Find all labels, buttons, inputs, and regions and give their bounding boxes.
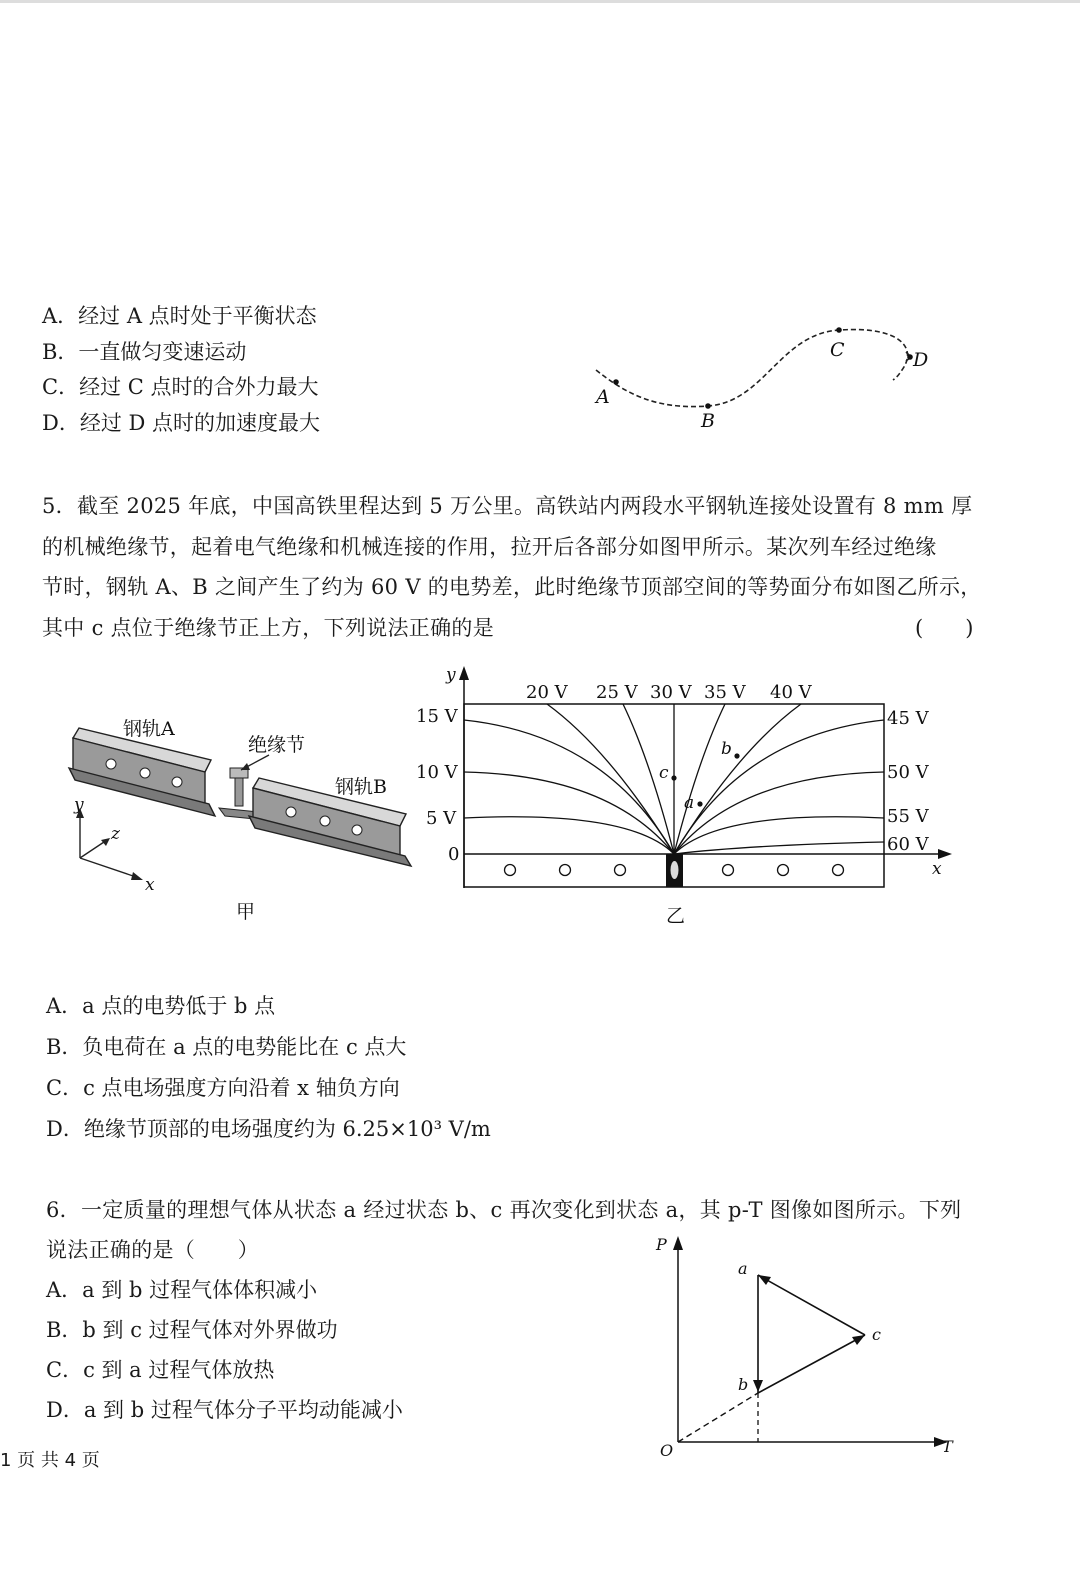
- label-b: B: [701, 410, 715, 432]
- yi-axis-y: y: [446, 665, 456, 685]
- q6-stem-line-2: 说法正确的是（ ）: [46, 1238, 259, 1262]
- p-axis-label: P: [656, 1235, 667, 1254]
- q5-stem-line-2: 的机械绝缘节，起着电气绝缘和机械连接的作用，拉开后各部分如图甲所示。某次列车经过绝缘: [42, 535, 937, 559]
- insulator-label: 绝缘节: [248, 734, 306, 756]
- yi-label-b: b: [721, 739, 732, 759]
- state-b-label: b: [738, 1375, 749, 1394]
- q6-pt-graph: [640, 1230, 970, 1465]
- yi-axis-x: x: [932, 859, 942, 879]
- yi-left-label-5: 5 V: [426, 808, 457, 829]
- yi-label-c: c: [659, 763, 669, 783]
- yi-right-label-50: 50 V: [887, 762, 929, 783]
- yi-caption: 乙: [666, 905, 686, 927]
- q5-option-a: A．a 点的电势低于 b 点: [46, 994, 276, 1018]
- q5-option-d: D．绝缘节顶部的电场强度约为 6.25×10³ V/m: [46, 1117, 491, 1141]
- q4-option-a: A．经过 A 点时处于平衡状态: [42, 304, 317, 328]
- q6-option-b: B．b 到 c 过程气体对外界做功: [46, 1318, 338, 1342]
- jia-axes: [76, 808, 143, 880]
- q4-option-c: C．经过 C 点时的合外力最大: [42, 375, 319, 399]
- q5-option-b: B．负电荷在 a 点的电势能比在 c 点大: [46, 1035, 407, 1059]
- process-b-to-c: [758, 1335, 865, 1393]
- q4-option-d: D．经过 D 点时的加速度最大: [42, 411, 321, 435]
- label-d: D: [913, 349, 929, 371]
- label-a: A: [596, 386, 610, 408]
- q6-option-d: D．a 到 b 过程气体分子平均动能减小: [46, 1398, 403, 1422]
- q5-stem-line-4: 其中 c 点位于绝缘节正上方，下列说法正确的是: [42, 616, 495, 640]
- yi-top-label-30: 30 V: [650, 682, 692, 703]
- yi-point-c: [671, 775, 676, 780]
- yi-top-label-20: 20 V: [526, 682, 568, 703]
- yi-left-label-0: 0: [448, 844, 460, 865]
- point-c-dot: [836, 327, 842, 333]
- yi-right-label-55: 55 V: [887, 806, 929, 827]
- yi-right-label-45: 45 V: [887, 708, 929, 729]
- yi-left-label-15: 15 V: [416, 706, 458, 727]
- q5-stem-line-3: 节时，钢轨 A、B 之间产生了约为 60 V 的电势差，此时绝缘节顶部空间的等势面分布如图乙所示，: [42, 575, 982, 599]
- yi-top-label-25: 25 V: [596, 682, 638, 703]
- yi-top-label-40: 40 V: [770, 682, 812, 703]
- yi-point-b: [734, 753, 739, 758]
- origin-label: O: [660, 1441, 674, 1460]
- yi-point-a: [697, 801, 702, 806]
- trajectory-curve: [596, 330, 908, 407]
- state-a-label: a: [738, 1259, 748, 1278]
- q5-stem-line-1: 5．截至 2025 年底，中国高铁里程达到 5 万公里。高铁站内两段水平钢轨连接处设置有 8 mm 厚: [42, 494, 973, 518]
- point-d-dot: [907, 354, 913, 360]
- q6-option-a: A．a 到 b 过程气体体积减小: [46, 1278, 318, 1302]
- yi-label-a: a: [684, 793, 695, 813]
- page-top-edge: [0, 0, 1080, 3]
- process-c-to-a: [758, 1275, 865, 1335]
- rail-a-label: 钢轨A: [123, 718, 175, 740]
- jia-axis-y: y: [74, 795, 84, 815]
- jia-caption: 甲: [236, 901, 256, 923]
- q5-figure-yi: [410, 660, 970, 930]
- point-a-dot: [613, 379, 619, 385]
- q6-stem-line-1: 6．一定质量的理想气体从状态 a 经过状态 b、c 再次变化到状态 a，其 p-T 图像如图所示。下列: [46, 1198, 962, 1222]
- q4-option-b: B．一直做匀变速运动: [42, 340, 247, 364]
- q5-answer-bracket: ( ): [915, 616, 974, 640]
- label-c: C: [830, 339, 845, 361]
- q6-option-c: C．c 到 a 过程气体放热: [46, 1358, 275, 1382]
- yi-left-label-10: 10 V: [416, 762, 458, 783]
- origin-to-b-dashed: [678, 1393, 758, 1442]
- rail-a-drawing: [69, 728, 215, 816]
- state-c-label: c: [872, 1325, 881, 1344]
- q4-trajectory-figure: [580, 318, 940, 438]
- t-axis-label: T: [942, 1437, 953, 1456]
- yi-right-label-60: 60 V: [887, 834, 929, 855]
- page-footer: 1 页 共 4 页: [0, 1450, 100, 1471]
- jia-axis-x: x: [145, 875, 155, 895]
- yi-top-label-35: 35 V: [704, 682, 746, 703]
- q5-figure-jia: [55, 700, 415, 930]
- point-b-dot: [705, 403, 711, 409]
- rail-b-label: 钢轨B: [335, 776, 387, 798]
- jia-axis-z: z: [111, 824, 120, 844]
- q5-option-c: C．c 点电场强度方向沿着 x 轴负方向: [46, 1076, 400, 1100]
